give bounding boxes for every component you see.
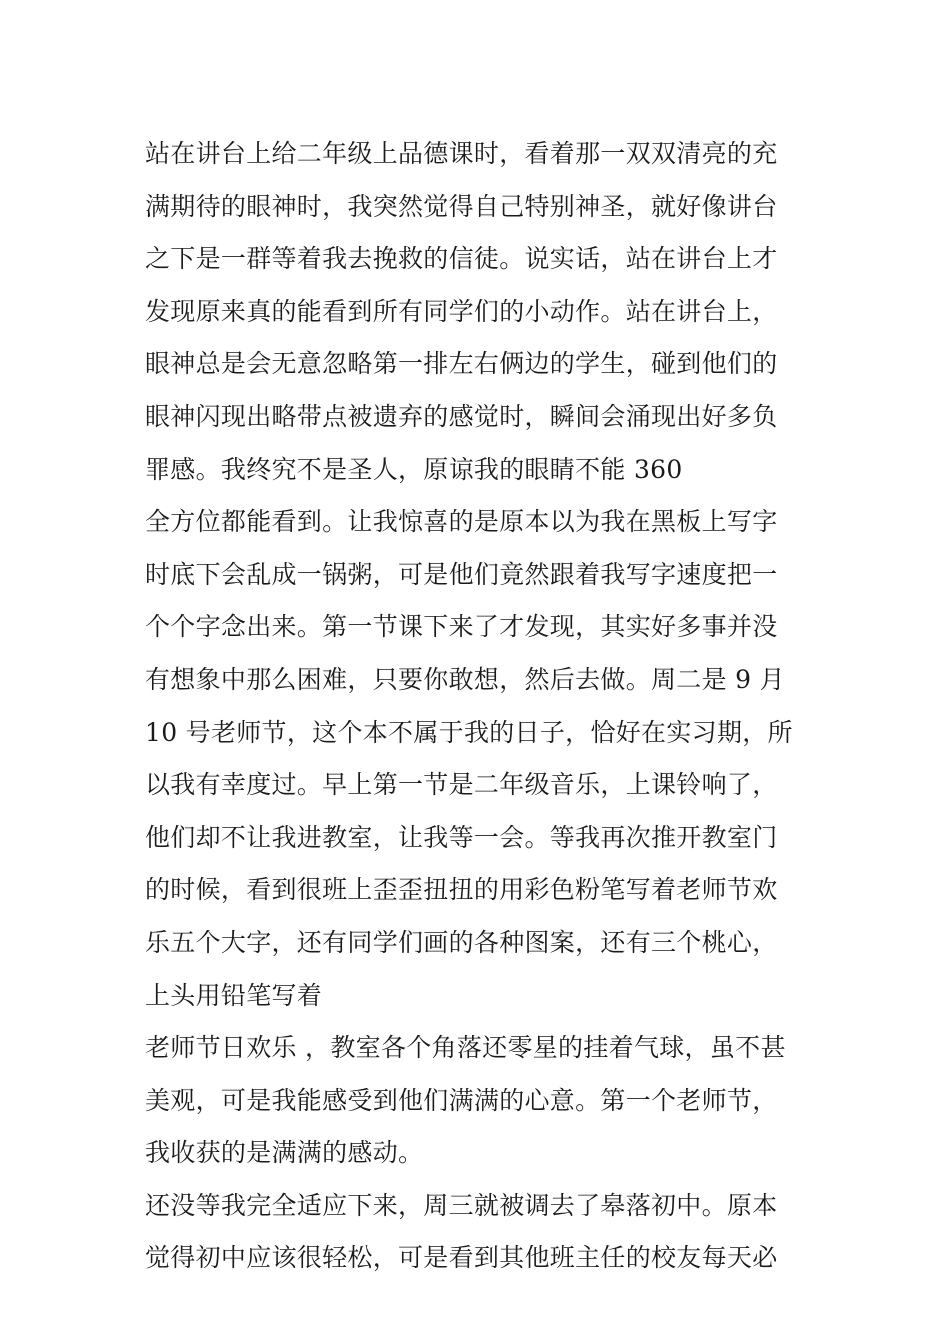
text-line-8: 全方位都能看到。让我惊喜的是原本以为我在黑板上写字 bbox=[145, 507, 778, 537]
text-line-11: 有想象中那么困难，只要你敢想，然后去做。周二是 9 月 bbox=[145, 664, 785, 694]
text-line-22: 觉得初中应该很轻松，可是看到其他班主任的校友每天必 bbox=[145, 1243, 778, 1273]
text-line-14: 他们却不让我进教室，让我等一会。等我再次推开教室门 bbox=[145, 822, 778, 852]
text-line-20: 我收获的是满满的感动。 bbox=[145, 1138, 424, 1168]
text-line-13: 以我有幸度过。早上第一节是二年级音乐，上课铃响了， bbox=[145, 770, 778, 800]
text-line-5: 眼神总是会无意忽略第一排左右俩边的学生，碰到他们的 bbox=[145, 349, 778, 379]
text-line-17: 上头用铅笔写着 bbox=[145, 980, 323, 1010]
text-line-4: 发现原来真的能看到所有同学们的小动作。站在讲台上， bbox=[145, 296, 778, 326]
text-line-19: 美观，可是我能感受到他们满满的心意。第一个老师节， bbox=[145, 1085, 778, 1115]
text-line-12: 10 号老师节，这个本不属于我的日子，恰好在实习期，所 bbox=[145, 717, 793, 747]
text-line-1: 站在讲台上给二年级上品德课时，看着那一双双清亮的充 bbox=[145, 139, 778, 168]
text-line-9: 时底下会乱成一锅粥，可是他们竟然跟着我写字速度把一 bbox=[145, 559, 778, 589]
body-text bbox=[145, 128, 815, 1285]
text-line-15: 的时候，看到很班上歪歪扭扭的用彩色粉笔写着老师节欢 bbox=[145, 875, 778, 905]
text-line-21: 还没等我完全适应下来，周三就被调去了皋落初中。原本 bbox=[145, 1190, 778, 1220]
text-line-2: 满期待的眼神时，我突然觉得自己特别神圣，就好像讲台 bbox=[145, 191, 778, 221]
text-line-16: 乐五个大字，还有同学们画的各种图案，还有三个桃心， bbox=[145, 927, 778, 957]
text-line-18: 老师节日欢乐 ，教室各个角落还零星的挂着气球，虽不甚 bbox=[145, 1033, 786, 1063]
text-line-7: 罪感。我终究不是圣人，原谅我的眼睛不能 360 bbox=[145, 454, 683, 484]
text-line-10: 个个字念出来。第一节课下来了才发现，其实好多事并没 bbox=[145, 612, 778, 642]
text-line-6: 眼神闪现出略带点被遗弃的感觉时，瞬间会涌现出好多负 bbox=[145, 401, 778, 431]
text-line-3: 之下是一群等着我去挽救的信徒。说实话，站在讲台上才 bbox=[145, 244, 778, 274]
